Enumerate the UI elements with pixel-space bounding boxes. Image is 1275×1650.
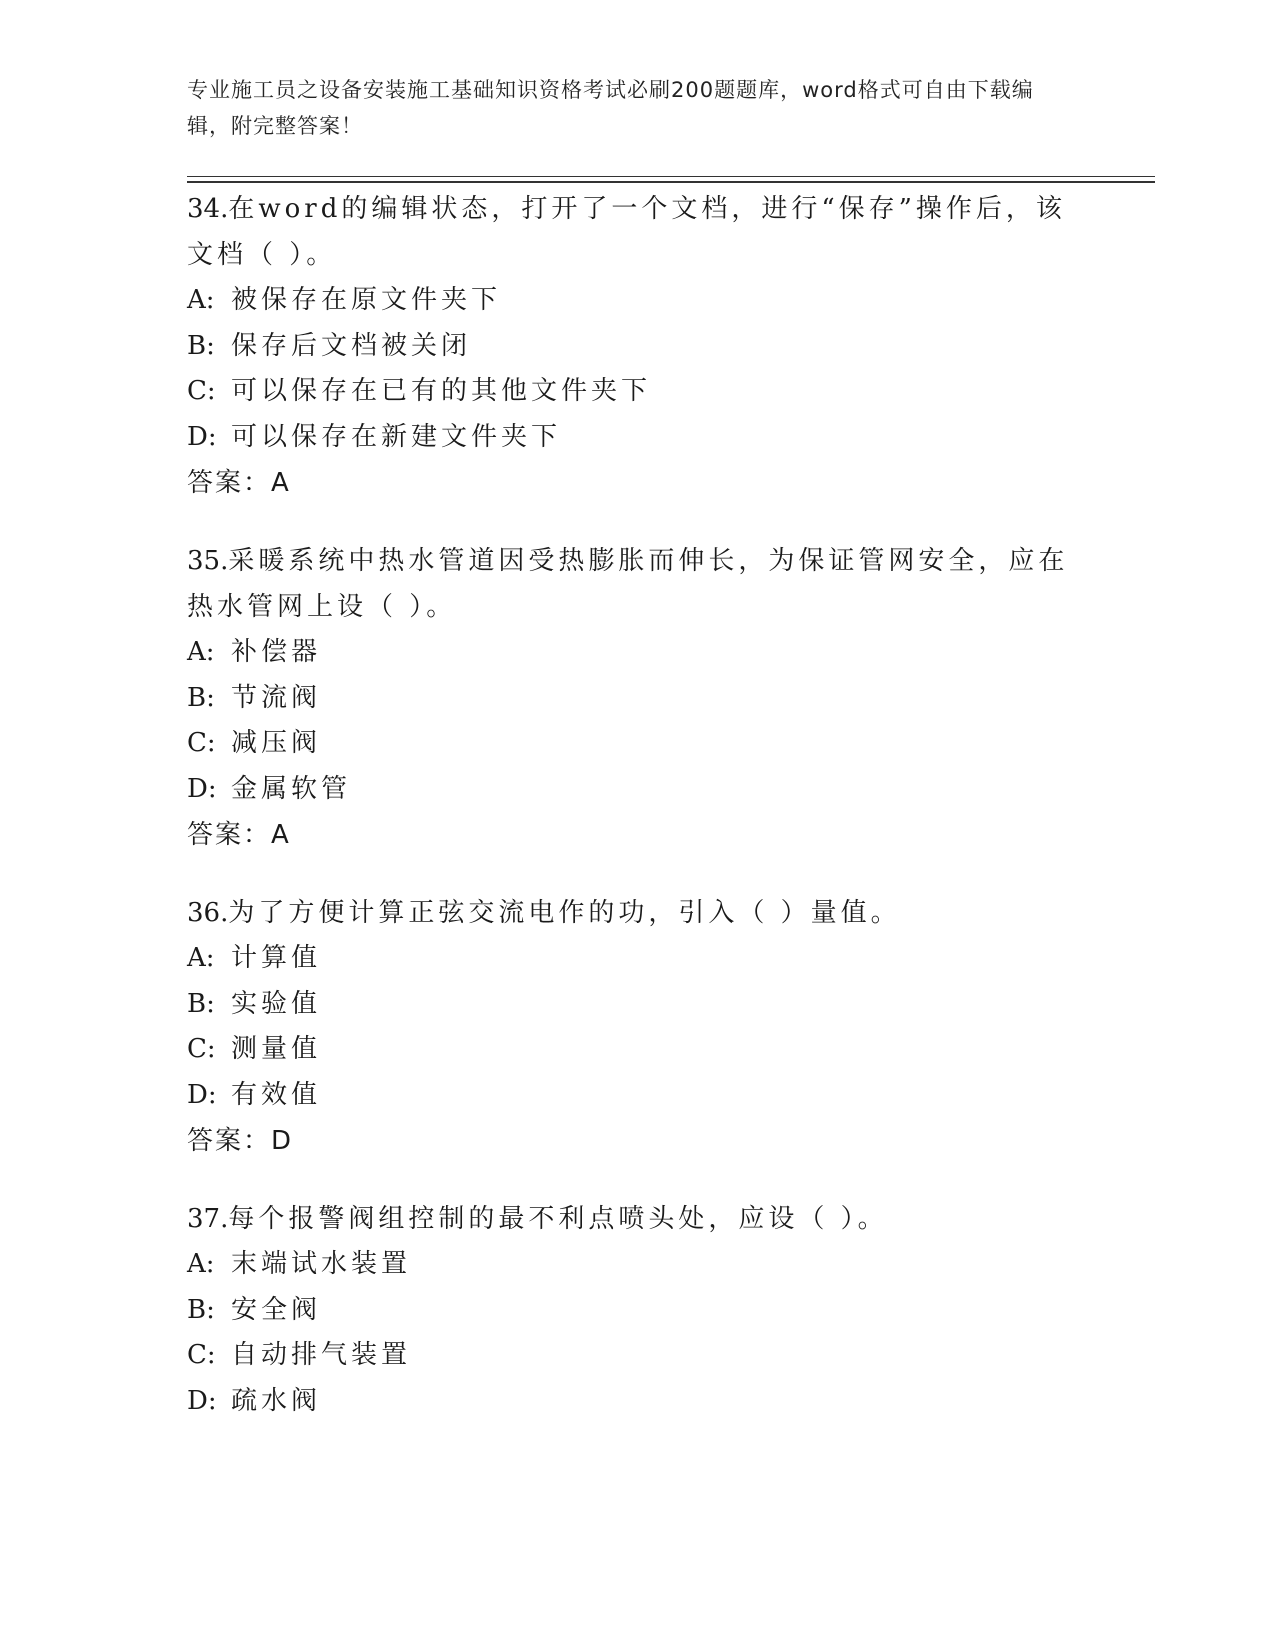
option-d <box>187 415 1087 461</box>
option-text: 可以保存在已有的其他文件夹下 <box>231 376 652 406</box>
question-body: 在word的编辑状态，打开了一个文档，进行“保存”操作后，该文档（ ）。 <box>187 194 1066 270</box>
question-number: 34. <box>187 194 229 224</box>
option-c <box>187 721 1087 767</box>
question-body: 采暖系统中热水管道因受热膨胀而伸长，为保证管网安全，应在热水管网上设（ ）。 <box>187 546 1069 622</box>
question-number: 36. <box>187 898 229 928</box>
option-text: 自动排气装置 <box>231 1340 412 1370</box>
option-letter: D: <box>187 421 217 452</box>
question-text <box>187 186 1087 278</box>
option-text: 减压阀 <box>231 728 322 758</box>
option-d <box>187 1073 1087 1119</box>
header-divider-thin <box>187 176 1155 177</box>
option-letter: C: <box>187 1034 216 1064</box>
option-text: 被保存在原文件夹下 <box>231 285 502 315</box>
option-c <box>187 369 1087 415</box>
option-letter: D: <box>187 773 217 804</box>
option-letter: A: <box>187 943 215 973</box>
option-letter: A: <box>187 637 215 667</box>
header-divider-thick <box>187 181 1155 183</box>
question-text <box>187 1196 1087 1242</box>
option-text: 补偿器 <box>231 637 322 667</box>
option-letter: B: <box>187 682 215 713</box>
option-letter: D: <box>187 1079 217 1110</box>
question-body: 每个报警阀组控制的最不利点喷头处，应设（ ）。 <box>228 1204 888 1234</box>
option-letter: C: <box>187 376 216 406</box>
option-letter: C: <box>187 728 216 758</box>
option-text: 安全阀 <box>231 1294 322 1325</box>
question-number: 35. <box>187 546 229 576</box>
option-b <box>187 324 1087 370</box>
option-text: 保存后文档被关闭 <box>231 330 472 361</box>
document-header: 专业施工员之设备安装施工基础知识资格考试必刷200题题库，word格式可自由下载编辑，附完整答案！ <box>187 78 1034 138</box>
question-36 <box>187 890 1087 1164</box>
option-a <box>187 630 1087 676</box>
option-text: 实验值 <box>231 988 322 1019</box>
option-text: 有效值 <box>231 1079 322 1110</box>
question-35 <box>187 538 1087 858</box>
answer-line: 答案：D <box>187 1126 294 1156</box>
question-text <box>187 890 1087 936</box>
option-letter: C: <box>187 1340 216 1370</box>
question-number: 37. <box>187 1204 229 1234</box>
answer-line: 答案：A <box>187 820 291 850</box>
option-text: 金属软管 <box>231 773 352 804</box>
option-d <box>187 1379 1087 1425</box>
option-letter: B: <box>187 988 215 1019</box>
question-34 <box>187 186 1087 506</box>
option-a <box>187 1242 1087 1288</box>
option-b <box>187 676 1087 722</box>
option-text: 疏水阀 <box>231 1385 322 1416</box>
option-b <box>187 1288 1087 1334</box>
option-letter: D: <box>187 1385 217 1416</box>
option-text: 计算值 <box>231 943 322 973</box>
question-text <box>187 538 1087 630</box>
option-letter: B: <box>187 330 215 361</box>
option-c <box>187 1333 1087 1379</box>
question-37 <box>187 1196 1087 1424</box>
option-d <box>187 767 1087 813</box>
option-text: 测量值 <box>231 1034 322 1064</box>
option-text: 可以保存在新建文件夹下 <box>231 421 562 452</box>
option-c <box>187 1027 1087 1073</box>
option-text: 节流阀 <box>231 682 322 713</box>
option-letter: B: <box>187 1294 215 1325</box>
option-a <box>187 936 1087 982</box>
answer-line: 答案：A <box>187 468 291 498</box>
question-body: 为了方便计算正弦交流电作的功，引入（ ）量值。 <box>228 898 901 928</box>
option-b <box>187 982 1087 1028</box>
option-letter: A: <box>187 285 215 315</box>
option-a <box>187 278 1087 324</box>
question-list <box>187 186 1087 1456</box>
option-text: 末端试水装置 <box>231 1249 412 1279</box>
option-letter: A: <box>187 1249 215 1279</box>
